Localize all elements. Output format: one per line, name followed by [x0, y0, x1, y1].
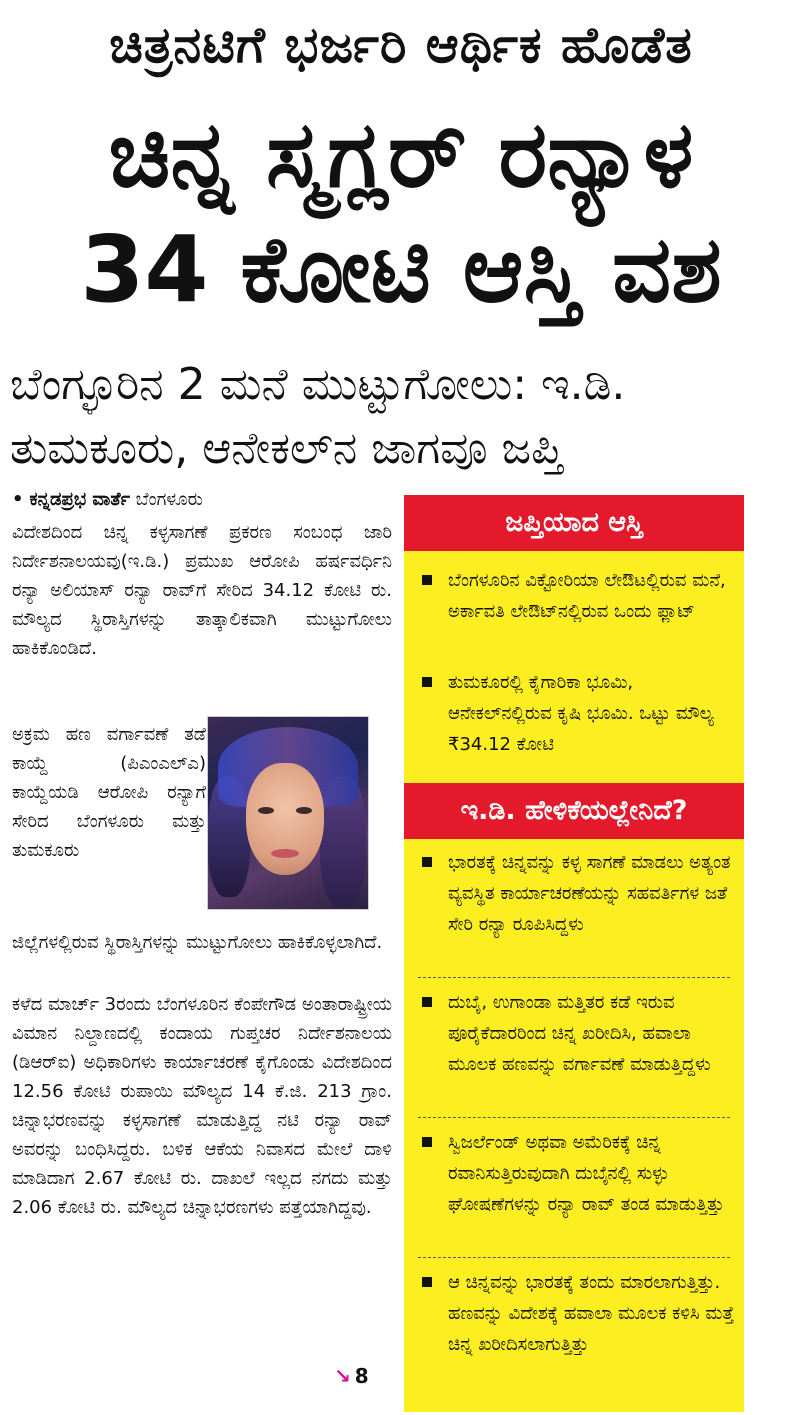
subheadline-line-1: ಬೆಂಗ್ಳೂರಿನ 2 ಮನೆ ಮುಟ್ಟುಗೋಲು: ಇ.ಡಿ. — [10, 359, 626, 410]
square-bullet-icon — [422, 997, 432, 1007]
headline-line-1: ಚಿನ್ನ ಸ್ಮಗ್ಲರ್ ರನ್ಯಾಳ — [108, 101, 694, 208]
article-paragraph-2b: ಜಿಲ್ಲೆಗಳಲ್ಲಿರುವ ಸ್ಥಿರಾಸ್ತಿಗಳನ್ನು ಮುಟ್ಟುಗೋಲು ಹಾಕಿಕೊಳ್ಳಲಾಗಿದೆ. — [12, 932, 383, 953]
square-bullet-icon — [422, 1137, 432, 1147]
article-paragraph-1: ವಿದೇಶದಿಂದ ಚಿನ್ನ ಕಳ್ಳಸಾಗಣೆ ಪ್ರಕರಣ ಸಂಬಂಧ ಜಾರಿ ನಿರ್ದೇಶನಾಲಯವು(ಇ.ಡಿ.) ಪ್ರಮುಖ ಆರೋಪಿ ಹರ್ಷವರ್ಧಿನಿ ರನ್ಯಾ ಅಲಿಯಾಸ್ ರನ್ಯಾ ರಾವ್‌ಗೆ ಸೇರಿದ 34.12 ಕೋಟಿ ರು. ಮೌಲ್ಯದ ಸ್ಥಿರಾಸ್ತಿಗಳನ್ನು ತಾತ್ಕಾಲಿಕವಾಗಿ ಮುಟ್ಟುಗೋಲು ಹಾಕಿಕೊಂಡಿದೆ. — [12, 522, 392, 659]
subheadline-line-2: ತುಮಕೂರು, ಆನೇಕಲ್‌ನ ಜಾಗವೂ ಜಪ್ತಿ — [10, 423, 564, 474]
byline — [12, 486, 392, 514]
seized-assets-title: ಜಪ್ತಿಯಾದ ಆಸ್ತಿ — [404, 495, 744, 551]
square-bullet-icon — [422, 1277, 432, 1287]
byline-source: ಕನ್ನಡಪ್ರಭ ವಾರ್ತೆ — [29, 489, 130, 510]
article-paragraph-2a: ಅಕ್ರಮ ಹಣ ವರ್ಗಾವಣೆ ತಡೆ ಕಾಯ್ದೆ (ಪಿಎಂಎಲ್‌ಎ) ಕಾಯ್ದೆಯಡಿ ಆರೋಪಿ ರನ್ಯಾಗೆ ಸೇರಿದ ಬೆಂಗಳೂರು ಮತ್ತು ತುಮಕೂರು — [12, 724, 206, 861]
divider — [418, 1257, 730, 1258]
list-item-text: ದುಬೈ, ಉಗಾಂಡಾ ಮತ್ತಿತರ ಕಡೆ ಇರುವ ಪೂರೈಕೆದಾರರಿಂದ ಚಿನ್ನ ಖರೀದಿಸಿ, ಹವಾಲಾ ಮೂಲಕ ಹಣವನ್ನು ವರ್ಗಾವಣೆ ಮಾಡುತ್ತಿದ್ದಳು — [448, 992, 711, 1075]
continued-page: 8 — [354, 1364, 369, 1388]
divider — [418, 977, 730, 978]
info-sidebar — [404, 495, 744, 1412]
continued-arrow-icon: ↘ — [334, 1364, 351, 1388]
square-bullet-icon — [422, 677, 432, 687]
list-item-text: ಆ ಚಿನ್ನವನ್ನು ಭಾರತಕ್ಕೆ ತಂದು ಮಾರಲಾಗುತ್ತಿತ್ತು. ಹಣವನ್ನು ವಿದೇಶಕ್ಕೆ ಹವಾಲಾ ಮೂಲಕ ಕಳಿಸಿ ಮತ್ತೆ ಚಿನ್ನ ಖರೀದಿಸಲಾಗುತ್ತಿತ್ತು — [448, 1272, 735, 1355]
byline-place: ಬೆಂಗಳೂರು — [135, 489, 203, 510]
byline-bullet: • — [12, 489, 24, 510]
actress-photo — [207, 716, 369, 910]
list-item-text: ತುಮಕೂರಲ್ಲಿ ಕೈಗಾರಿಕಾ ಭೂಮಿ, ಆನೇಕಲ್‌ನಲ್ಲಿರುವ ಕೃಷಿ ಭೂಮಿ. ಒಟ್ಟು ಮೌಲ್ಯ ₹34.12 ಕೋಟಿ — [448, 672, 714, 755]
divider — [418, 1117, 730, 1118]
headline-kicker: ಚಿತ್ರನಟಿಗೆ ಭರ್ಜರಿ ಆರ್ಥಿಕ ಹೊಡೆತ — [109, 16, 693, 74]
list-item-text: ಬೆಂಗಳೂರಿನ ವಿಕ್ಟೋರಿಯಾ ಲೇಔಟಲ್ಲಿರುವ ಮನೆ, ಅರ್ಕಾವತಿ ಲೇಔಟ್‌ನಲ್ಲಿರುವ ಒಂದು ಫ್ಲಾಟ್ — [448, 570, 726, 622]
ed-statement-title: ಇ.ಡಿ. ಹೇಳಿಕೆಯಲ್ಲೇನಿದೆ? — [404, 783, 744, 839]
headline-line-2: 34 ಕೋಟಿ ಆಸ್ತಿ ವಶ — [80, 216, 722, 323]
continued-marker — [334, 1364, 369, 1388]
square-bullet-icon — [422, 857, 432, 867]
list-item-text: ಸ್ವಿಜರ್ಲೆಂಡ್ ಅಥವಾ ಅಮೆರಿಕಕ್ಕೆ ಚಿನ್ನ ರವಾನಿಸುತ್ತಿರುವುದಾಗಿ ದುಬೈನಲ್ಲಿ ಸುಳ್ಳು ಘೋಷಣೆಗಳನ್ನು ರನ್ಯಾ ರಾವ್ ತಂಡ ಮಾಡುತ್ತಿತ್ತು — [448, 1132, 724, 1215]
square-bullet-icon — [422, 575, 432, 585]
article-paragraph-3: ಕಳೆದ ಮಾರ್ಚ್ 3ರಂದು ಬೆಂಗಳೂರಿನ ಕೆಂಪೇಗೌಡ ಅಂತಾರಾಷ್ಟ್ರೀಯ ವಿಮಾನ ನಿಲ್ದಾಣದಲ್ಲಿ ಕಂದಾಯ ಗುಪ್ತಚರ ನಿರ್ದೇಶನಾಲಯ (ಡಿಆರ್‌ಐ) ಅಧಿಕಾರಿಗಳು ಕಾರ್ಯಾಚರಣೆ ಕೈಗೊಂಡು ವಿದೇಶದಿಂದ 12.56 ಕೋಟಿ ರುಪಾಯಿ ಮೌಲ್ಯದ 14 ಕೆ.ಜಿ. 213 ಗ್ರಾಂ. ಚಿನ್ನಾಭರಣವನ್ನು ಕಳ್ಳಸಾಗಣೆ ಮಾಡುತ್ತಿದ್ದ ನಟಿ ರನ್ಯಾ ರಾವ್ ಅವರನ್ನು ಬಂಧಿಸಿದ್ದರು. ಬಳಿಕ ಆಕೆಯ ನಿವಾಸದ ಮೇಲೆ ದಾಳಿ ಮಾಡಿದಾಗ 2.67 ಕೋಟಿ ರು. ದಾಖಲೆ ಇಲ್ಲದ ನಗದು ಮತ್ತು 2.06 ಕೋಟಿ ರು. ಮೌಲ್ಯದ ಚಿನ್ನಾಭರಣಗಳು ಪತ್ತೆಯಾಗಿದ್ದವು. — [12, 994, 392, 1218]
list-item-text: ಭಾರತಕ್ಕೆ ಚಿನ್ನವನ್ನು ಕಳ್ಳ ಸಾಗಣೆ ಮಾಡಲು ಅತ್ಯಂತ ವ್ಯವಸ್ಥಿತ ಕಾರ್ಯಾಚರಣೆಯನ್ನು ಸಹವರ್ತಿಗಳ ಜತೆ ಸೇರಿ ರನ್ಯಾ ರೂಪಿಸಿದ್ದಳು — [448, 852, 731, 935]
